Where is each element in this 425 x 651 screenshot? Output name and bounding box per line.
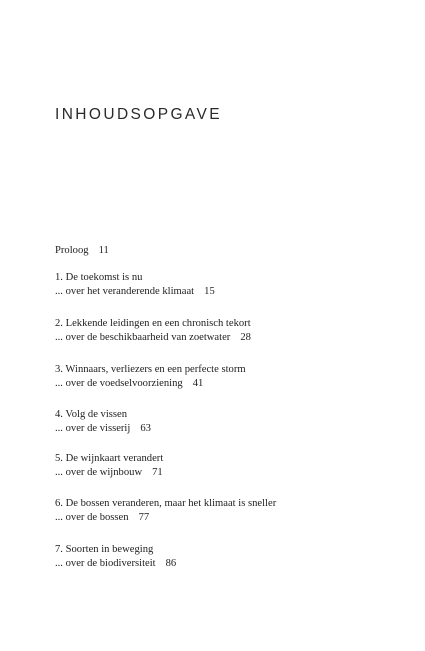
toc-entry-title: Lekkende leidingen en een chronisch tekort [65,318,251,329]
toc-entry-chapter-7 [55,543,176,571]
toc-entry-subtitle-line [55,285,215,299]
toc-entry-title-line [55,271,215,285]
toc-entry-title-line [55,317,251,331]
toc-entry-chapter-1 [55,271,215,299]
toc-entry-title: Soorten in beweging [65,544,154,555]
toc-entry-title: Winnaars, verliezers en een perfecte storm [65,364,246,375]
toc-entry-page: 11 [98,245,109,256]
toc-entry-subtitle-line [55,557,176,571]
toc-entry-chapter-6 [55,497,276,525]
toc-entry-number: 5. [55,453,63,464]
toc-entry-page: 86 [165,558,177,569]
toc-entry-title: De toekomst is nu [65,272,143,283]
toc-entry-page: 41 [192,378,204,389]
toc-entry-subtitle: ... over de beschikbaarheid van zoetwater [55,332,231,343]
toc-entry-prologue [55,244,109,258]
toc-entry-subtitle: ... over de visserij [55,423,131,434]
toc-entry-title-line [55,543,176,557]
toc-entry-page: 71 [152,467,163,478]
toc-entry-title: Proloog [55,245,89,256]
toc-entry-title-line [55,244,109,258]
toc-entry-page: 63 [140,423,151,434]
page-title: INHOUDSOPGAVE [55,106,222,123]
toc-entry-number: 3. [55,364,63,375]
toc-entry-number: 2. [55,318,63,329]
toc-entry-title: De bossen veranderen, maar het klimaat is sneller [65,498,277,509]
toc-entry-subtitle-line [55,511,276,525]
toc-entry-page: 15 [204,286,215,297]
toc-entry-subtitle-line [55,377,246,391]
toc-entry-title-line [55,363,246,377]
toc-entry-chapter-5 [55,452,163,480]
toc-entry-subtitle-line [55,331,251,345]
toc-entry-subtitle-line [55,422,151,436]
toc-entry-number: 4. [55,409,63,420]
toc-entry-chapter-4 [55,408,151,436]
toc-entry-subtitle: ... over de voedselvoorziening [55,378,183,389]
toc-entry-subtitle: ... over de bossen [55,512,129,523]
toc-entry-subtitle-line [55,466,163,480]
toc-entry-title-line [55,452,163,466]
toc-entry-page: 28 [240,332,251,343]
toc-entry-chapter-2 [55,317,251,345]
toc-entry-title: De wijnkaart verandert [65,453,164,464]
toc-entry-subtitle: ... over het veranderende klimaat [55,286,195,297]
toc-entry-number: 7. [55,544,63,555]
toc-entry-number: 6. [55,498,63,509]
toc-entry-chapter-3 [55,363,246,391]
toc-entry-page: 77 [138,512,150,523]
toc-entry-number: 1. [55,272,63,283]
toc-entry-subtitle: ... over de biodiversiteit [55,558,156,569]
toc-entry-title-line [55,497,276,511]
toc-entry-subtitle: ... over de wijnbouw [55,467,143,478]
toc-entry-title-line [55,408,151,422]
toc-entry-title: Volg de vissen [65,409,128,420]
